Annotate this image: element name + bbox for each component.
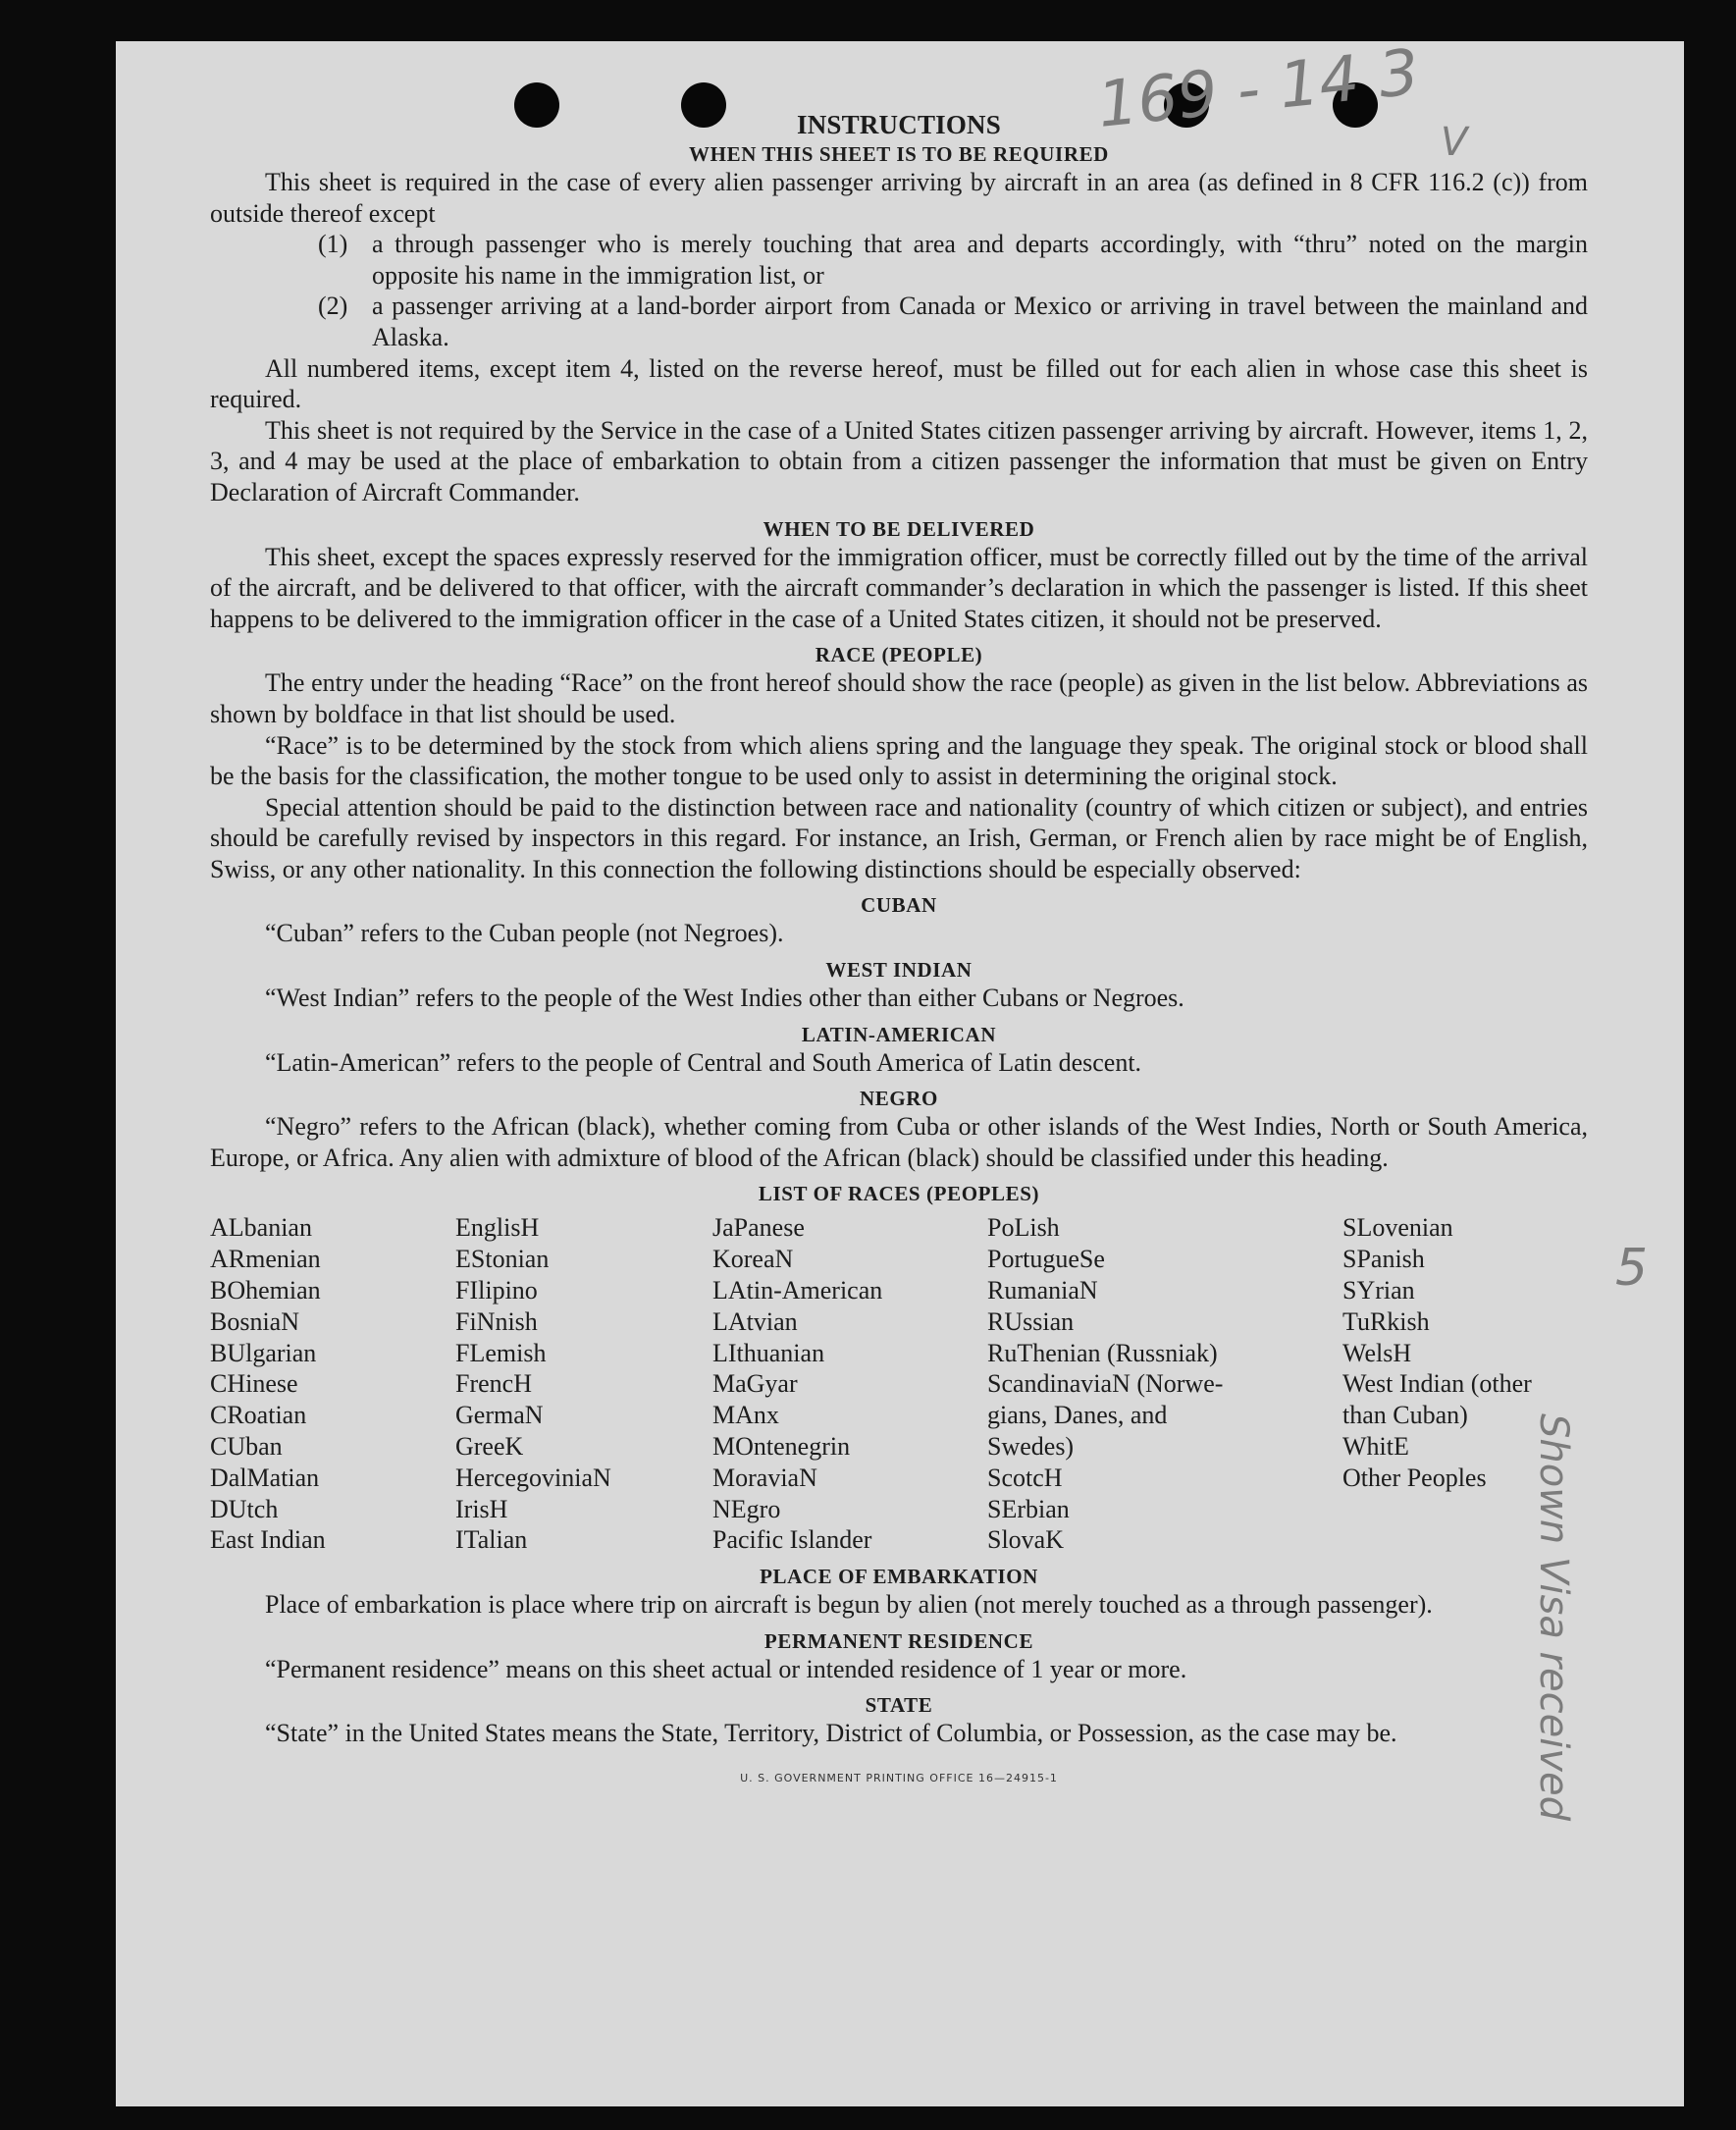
item-number: (2) — [318, 292, 348, 321]
race-entry: GreeK — [455, 1432, 524, 1462]
race-entry: FiNnish — [455, 1306, 538, 1336]
handwritten-margin-number: 5 — [1615, 1239, 1649, 1298]
race-entry: Swedes) — [987, 1432, 1075, 1462]
race-entry: PortugueSe — [987, 1245, 1105, 1274]
race-entry: EnglisH — [455, 1213, 540, 1243]
race-entry: SlovaK — [987, 1525, 1064, 1555]
race-entry: JaPanese — [712, 1213, 805, 1243]
race-column — [987, 1212, 1342, 1556]
race-entry: RuThenian (Russniak) — [987, 1338, 1218, 1367]
race-entry: FLemish — [455, 1338, 547, 1367]
paragraph: “Cuban” refers to the Cuban people (not Negroes). — [265, 919, 784, 948]
paragraph: Place of embarkation is place where trip on aircraft is begun by alien (not merely touched as a through passenger). — [265, 1590, 1433, 1620]
item-number: (1) — [318, 230, 348, 259]
paragraph: This sheet is not required by the Service in the case of a United States citizen passenger arriving by aircraft. However, items 1, 2, 3, and 4 may be used at the place of embarkation to obtain from a citizen passenger the information that must be given on Entry Declaration of Aircraft Commander. — [210, 415, 1588, 506]
section-heading: PLACE OF EMBARKATION — [760, 1565, 1038, 1589]
race-entry: CHinese — [210, 1369, 298, 1399]
race-entry: MAnx — [712, 1401, 779, 1430]
race-list — [210, 1212, 1588, 1556]
race-entry: RumaniaN — [987, 1276, 1098, 1305]
section-heading: PERMANENT RESIDENCE — [763, 1628, 1034, 1653]
race-entry: FIlipino — [455, 1276, 538, 1305]
paragraph: “State” in the United States means the State, Territory, District of Columbia, or Possession, as the case may be. — [265, 1719, 1397, 1748]
race-entry: IrisH — [455, 1494, 508, 1523]
section-heading: RACE (PEOPLE) — [815, 643, 983, 667]
subsection-heading: WEST INDIAN — [825, 958, 973, 983]
race-entry: CRoatian — [210, 1401, 307, 1430]
race-entry: West Indian (other — [1342, 1369, 1532, 1399]
race-column — [712, 1212, 987, 1556]
paragraph: This sheet, except the spaces expressly reserved for the immigration officer, must be correctly filled out by the time of the arrival of the aircraft, and be delivered to that officer, with the aircraft commander’s declaration in which the passenger is listed. If this sheet happens to be delivered to the immigration officer in the case of a United States citizen, it should not be preserved. — [210, 542, 1588, 633]
race-entry: HercegoviniaN — [455, 1463, 611, 1492]
race-entry: DUtch — [210, 1494, 279, 1523]
item-text: a through passenger who is merely touching that area and departs accordingly, with “thru” noted on the margin opposite his name in the immigration list, or — [372, 230, 1588, 290]
race-entry: WelsH — [1342, 1338, 1412, 1367]
race-entry: SLovenian — [1342, 1213, 1453, 1243]
race-entry: Other Peoples — [1342, 1463, 1487, 1492]
item-text: a passenger arriving at a land-border airport from Canada or Mexico or arriving in travel between the mainland and Alaska. — [372, 292, 1588, 351]
race-entry: ScandinaviaN (Norwe- — [987, 1369, 1224, 1399]
race-entry: LAtvian — [712, 1306, 798, 1336]
race-entry: PoLish — [987, 1213, 1060, 1243]
race-entry: ARmenian — [210, 1245, 321, 1274]
race-entry: ScotcH — [987, 1463, 1063, 1492]
paragraph: This sheet is required in the case of every alien passenger arriving by aircraft in an area (as defined in 8 CFR 116.2 (c)) from outside thereof except — [210, 168, 1588, 228]
subsection-heading: CUBAN — [861, 893, 937, 918]
race-entry: EStonian — [455, 1245, 550, 1274]
section-heading: STATE — [865, 1693, 933, 1718]
race-column — [455, 1212, 712, 1556]
section-heading: WHEN THIS SHEET IS TO BE REQUIRED — [689, 142, 1109, 166]
section-heading: WHEN TO BE DELIVERED — [763, 516, 1035, 541]
handwritten-check: V — [1441, 120, 1468, 165]
race-entry: BUlgarian — [210, 1338, 317, 1367]
page-title: INSTRUCTIONS — [797, 110, 1001, 139]
race-entry: BOhemian — [210, 1276, 321, 1305]
race-entry: SYrian — [1342, 1276, 1415, 1305]
subsection-heading: LATIN-AMERICAN — [801, 1022, 997, 1046]
list-item — [318, 291, 1588, 352]
race-entry: DalMatian — [210, 1463, 320, 1492]
race-entry: SErbian — [987, 1494, 1070, 1523]
race-entry: Pacific Islander — [712, 1525, 872, 1555]
section-heading: LIST OF RACES (PEOPLES) — [758, 1182, 1040, 1206]
race-entry: East Indian — [210, 1525, 326, 1555]
race-entry: LIthuanian — [712, 1338, 825, 1367]
printer-imprint: U. S. GOVERNMENT PRINTING OFFICE 16—24915-1 — [740, 1771, 1058, 1784]
race-entry: ALbanian — [210, 1213, 312, 1243]
race-entry: gians, Danes, and — [987, 1401, 1168, 1430]
paragraph: “West Indian” refers to the people of the West Indies other than either Cubans or Negroes. — [265, 984, 1184, 1013]
paragraph: “Permanent residence” means on this sheet actual or intended residence of 1 year or more. — [265, 1654, 1187, 1683]
instructions-content — [210, 110, 1588, 1794]
paragraph: Special attention should be paid to the distinction between race and nationality (country of which citizen or subject), and entries should be carefully revised by inspectors in this regard. For instance, an Irish, German, or French alien by race might be of English, Swiss, or any other nationality. In this connection the following distinctions should be especially observed: — [210, 792, 1588, 883]
race-entry: MoraviaN — [712, 1463, 817, 1492]
race-entry: TuRkish — [1342, 1306, 1430, 1336]
paragraph: The entry under the heading “Race” on the front hereof should show the race (people) as given in the list below. Abbreviations as shown by boldface in that list should be used. — [210, 668, 1588, 728]
paragraph: “Negro” refers to the African (black), whether coming from Cuba or other islands of the West Indies, North or South America, Europe, or Africa. Any alien with admixture of blood of the African (black) should be classified under this heading. — [210, 1112, 1588, 1172]
race-entry: RUssian — [987, 1306, 1075, 1336]
race-entry: GermaN — [455, 1401, 544, 1430]
race-entry: MOntenegrin — [712, 1432, 851, 1462]
race-entry: ITalian — [455, 1525, 528, 1555]
paragraph: All numbered items, except item 4, listed on the reverse hereof, must be filled out for each alien in whose case this sheet is required. — [210, 353, 1588, 414]
race-entry: WhitE — [1342, 1432, 1409, 1462]
handwritten-margin-note: Shown Visa received — [1531, 1413, 1576, 1821]
paragraph: “Race” is to be determined by the stock from which aliens spring and the language they speak. The original stock or blood shall be the basis for the classification, the mother tongue to be used only to assist in determining the original stock. — [210, 730, 1588, 791]
race-entry: CUban — [210, 1432, 283, 1462]
race-entry: BosniaN — [210, 1306, 299, 1336]
race-entry: SPanish — [1342, 1245, 1425, 1274]
race-entry: KoreaN — [712, 1245, 794, 1274]
handwritten-number: 169 - 14 3 — [1094, 36, 1423, 142]
paragraph: “Latin-American” refers to the people of Central and South America of Latin descent. — [265, 1047, 1142, 1077]
race-entry: MaGyar — [712, 1369, 798, 1399]
list-item — [318, 229, 1588, 291]
race-column — [1342, 1212, 1588, 1556]
document-page — [116, 36, 1684, 2106]
subsection-heading: NEGRO — [859, 1087, 938, 1111]
race-entry: NEgro — [712, 1494, 781, 1523]
race-column — [210, 1212, 455, 1556]
race-entry: than Cuban) — [1342, 1401, 1468, 1430]
race-entry: LAtin-American — [712, 1276, 883, 1305]
race-entry: FrencH — [455, 1369, 532, 1399]
